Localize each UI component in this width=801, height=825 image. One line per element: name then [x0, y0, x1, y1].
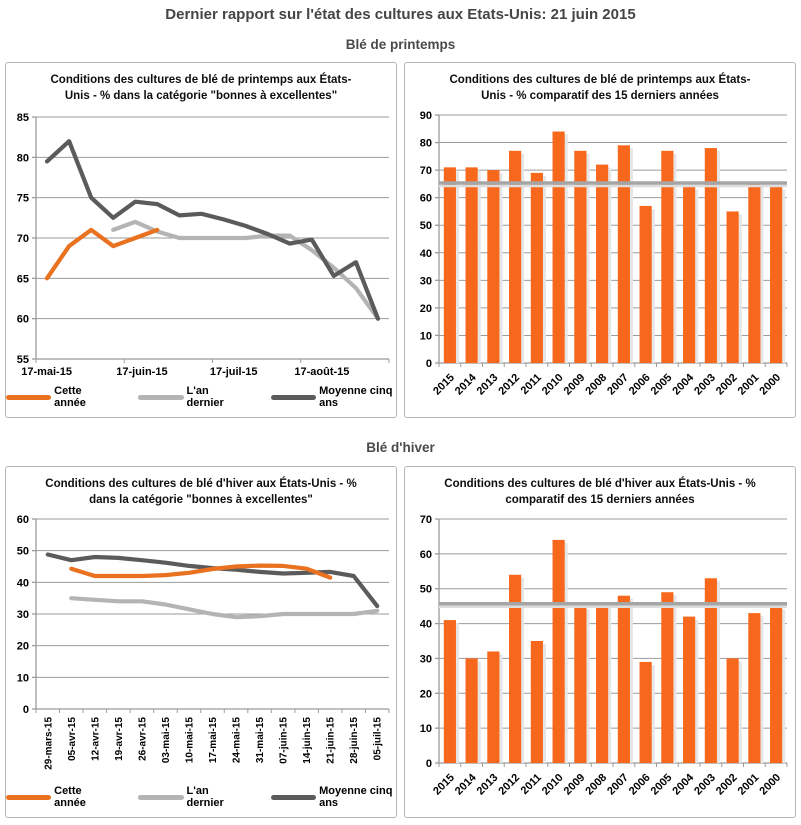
legend-label: L'an dernier — [186, 785, 224, 809]
svg-text:2006: 2006 — [626, 771, 653, 798]
svg-text:2004: 2004 — [670, 771, 697, 798]
svg-text:21-juin-15: 21-juin-15 — [325, 716, 337, 764]
svg-text:2007: 2007 — [605, 371, 631, 398]
legend-item-moyenne — [271, 785, 396, 809]
svg-text:12-avr-15: 12-avr-15 — [90, 716, 102, 761]
svg-text:10-mai-15: 10-mai-15 — [184, 716, 196, 763]
legend-label: L'an dernier — [186, 385, 224, 409]
svg-text:17-mai-15: 17-mai-15 — [208, 716, 219, 763]
chart-title: Conditions des cultures de blé d'hiver aux États-Unis - % dans la catégorie "bonnes à excellentes" — [45, 478, 357, 507]
svg-text:2008: 2008 — [583, 371, 610, 398]
svg-text:2005: 2005 — [648, 371, 675, 398]
spring-bar-plot-area — [405, 107, 795, 417]
legend-label: Cette année — [54, 785, 86, 809]
legend-swatch-orange — [6, 795, 51, 800]
svg-text:2005: 2005 — [648, 771, 675, 798]
chart-title: Conditions des cultures de blé de printemps aux États-Unis - % comparatif des 15 derniers années — [449, 74, 751, 103]
svg-text:0: 0 — [425, 757, 432, 770]
svg-text:30: 30 — [16, 608, 29, 621]
winter-bar-plot-area — [405, 511, 795, 817]
svg-text:60: 60 — [16, 313, 29, 326]
svg-text:65: 65 — [16, 272, 29, 285]
svg-text:20: 20 — [419, 687, 432, 700]
svg-text:40: 40 — [419, 618, 432, 631]
section-title-winter-wheat: Blé d'hiver — [366, 440, 435, 455]
legend-swatch-dark-gray — [271, 795, 316, 800]
winter-line-plot-area — [6, 511, 396, 785]
svg-text:50: 50 — [16, 545, 29, 558]
svg-text:2006: 2006 — [626, 371, 653, 398]
svg-text:07-juin-15: 07-juin-15 — [278, 716, 290, 764]
svg-text:2013: 2013 — [474, 371, 501, 398]
section-title-spring-wheat: Blé de printemps — [345, 37, 456, 52]
svg-text:2014: 2014 — [452, 771, 479, 798]
legend-swatch-orange — [6, 395, 51, 400]
svg-text:2010: 2010 — [539, 771, 566, 798]
svg-text:10: 10 — [419, 722, 432, 735]
svg-text:70: 70 — [16, 232, 29, 245]
svg-text:2012: 2012 — [496, 371, 523, 398]
svg-text:0: 0 — [22, 703, 29, 716]
svg-text:2013: 2013 — [474, 771, 501, 798]
spring-bar-svg — [405, 107, 795, 417]
legend-item-moyenne — [271, 385, 396, 409]
winter-wheat-line-chart — [5, 466, 397, 818]
svg-text:2009: 2009 — [561, 771, 588, 798]
svg-text:2001: 2001 — [735, 771, 762, 798]
svg-text:19-avr-15: 19-avr-15 — [113, 716, 125, 761]
svg-text:50: 50 — [419, 219, 432, 232]
svg-text:17-mai-15: 17-mai-15 — [21, 365, 72, 378]
svg-text:17-août-15: 17-août-15 — [294, 365, 350, 378]
winter-bar-svg — [405, 511, 795, 817]
winter-wheat-bar-chart — [404, 466, 796, 818]
svg-text:2000: 2000 — [757, 771, 784, 798]
svg-text:2008: 2008 — [583, 771, 610, 798]
svg-text:29-mars-15: 29-mars-15 — [43, 716, 55, 770]
svg-text:20: 20 — [419, 302, 432, 315]
legend — [6, 785, 396, 809]
svg-text:40: 40 — [16, 576, 29, 589]
svg-text:2000: 2000 — [757, 371, 784, 398]
svg-text:2012: 2012 — [496, 771, 523, 798]
legend-item-cette-annee — [6, 385, 104, 409]
svg-text:2015: 2015 — [431, 371, 457, 398]
svg-text:70: 70 — [419, 164, 432, 177]
legend — [6, 385, 396, 409]
svg-text:30: 30 — [419, 653, 432, 666]
spring-line-plot-area — [6, 107, 396, 385]
svg-text:90: 90 — [419, 109, 432, 122]
report-title: Dernier rapport sur l'état des cultures aux Etats-Unis: 21 juin 2015 — [165, 6, 636, 23]
svg-text:40: 40 — [419, 247, 432, 260]
svg-text:20: 20 — [16, 640, 29, 653]
svg-text:03-mai-15: 03-mai-15 — [160, 716, 172, 763]
legend-item-cette-annee — [6, 785, 104, 809]
legend-label: Moyenne cinq ans — [319, 785, 393, 809]
svg-text:14-juin-15: 14-juin-15 — [302, 716, 314, 764]
svg-text:31-mai-15: 31-mai-15 — [255, 716, 267, 763]
svg-text:2011: 2011 — [518, 371, 544, 397]
svg-text:55: 55 — [16, 353, 29, 366]
svg-text:60: 60 — [419, 548, 432, 561]
svg-text:2015: 2015 — [431, 771, 457, 798]
spring-wheat-bar-chart — [404, 62, 796, 418]
svg-text:60: 60 — [419, 192, 432, 205]
svg-text:85: 85 — [16, 111, 29, 124]
svg-text:2003: 2003 — [692, 371, 718, 398]
svg-text:2011: 2011 — [518, 771, 544, 797]
svg-text:2009: 2009 — [561, 371, 588, 398]
legend-swatch-light-gray — [138, 395, 183, 400]
svg-text:2007: 2007 — [605, 771, 631, 798]
legend-label: Moyenne cinq ans — [319, 385, 393, 409]
svg-text:2004: 2004 — [670, 371, 697, 398]
svg-text:2014: 2014 — [452, 371, 479, 398]
legend-label: Cette année — [54, 385, 86, 409]
legend-item-an-dernier — [138, 785, 237, 809]
svg-text:10: 10 — [419, 330, 432, 343]
svg-text:80: 80 — [16, 151, 29, 164]
svg-text:26-avr-15: 26-avr-15 — [137, 716, 149, 761]
svg-text:28-juin-15: 28-juin-15 — [349, 716, 361, 764]
svg-text:2002: 2002 — [713, 771, 740, 798]
svg-text:0: 0 — [425, 357, 432, 370]
svg-text:30: 30 — [419, 274, 432, 287]
chart-title: Conditions des cultures de blé de printemps aux États-Unis - % dans la catégorie "bonnes à excellentes" — [50, 74, 352, 103]
spring-line-svg — [6, 107, 396, 385]
spring-wheat-line-chart — [5, 62, 397, 418]
svg-text:24-mai-15: 24-mai-15 — [231, 716, 243, 763]
svg-text:60: 60 — [16, 513, 29, 526]
legend-swatch-dark-gray — [271, 395, 316, 400]
svg-text:2002: 2002 — [713, 371, 740, 398]
svg-text:80: 80 — [419, 137, 432, 150]
svg-text:2010: 2010 — [539, 371, 566, 398]
legend-swatch-light-gray — [138, 795, 183, 800]
svg-text:17-juil-15: 17-juil-15 — [209, 365, 258, 378]
svg-text:2001: 2001 — [735, 371, 762, 398]
legend-item-an-dernier — [138, 385, 237, 409]
svg-text:75: 75 — [16, 192, 29, 205]
svg-text:10: 10 — [16, 671, 29, 684]
chart-title: Conditions des cultures de blé d'hiver aux États-Unis - % comparatif des 15 derniers années — [444, 478, 756, 507]
svg-text:2003: 2003 — [692, 771, 718, 798]
winter-line-svg — [6, 511, 396, 785]
svg-text:70: 70 — [419, 513, 432, 526]
svg-text:50: 50 — [419, 583, 432, 596]
svg-text:17-juin-15: 17-juin-15 — [116, 365, 168, 378]
svg-text:05-juil-15: 05-juil-15 — [372, 716, 384, 761]
svg-text:05-avr-15: 05-avr-15 — [66, 716, 78, 761]
